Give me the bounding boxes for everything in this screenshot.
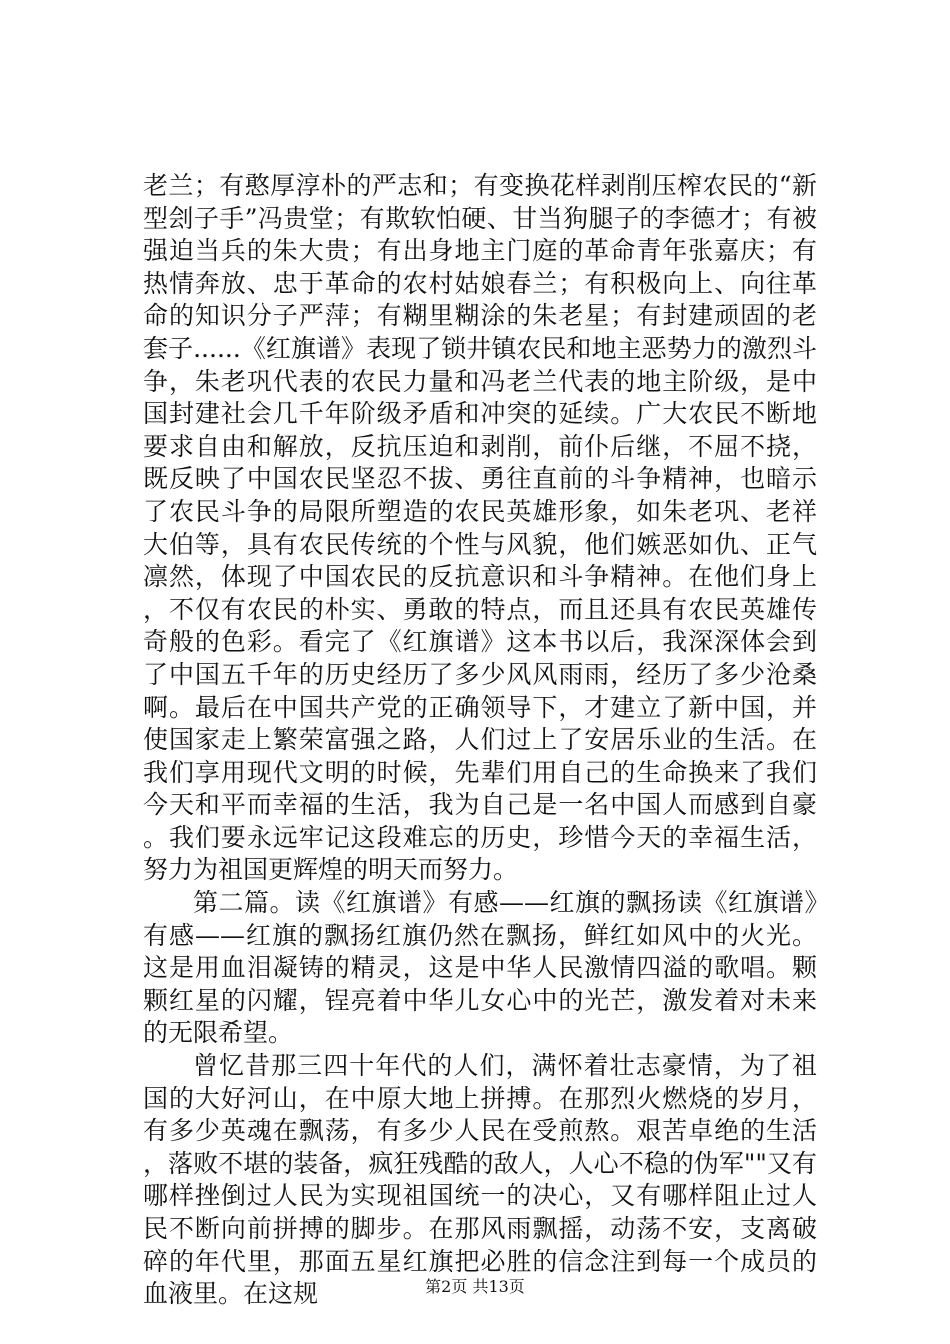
paragraph-continuation: 老兰；有憨厚淳朴的严志和；有变换花样剥削压榨农民的“新型刽子手”冯贵堂；有欺软怕硬、甘当狗腿子的李德才；有被强迫当兵的朱大贵；有出身地主门庭的革命青年张嘉庆；有热情奔放、忠于革命的农村姑娘春兰；有积极向上、向往革命的知识分子严萍；有糊里糊涂的朱老星；有封建顽固的老套子......《红旗谱》表现了锁井镇农民和地主恶势力的激烈斗争，朱老巩代表的农民力量和冯老兰代表的地主阶级，是中国封建社会几千年阶级矛盾和冲突的延续。广大农民不断地要求自由和解放，反抗压迫和剥削，前仆后继，不屈不挠，既反映了中国农民坚忍不拔、勇往直前的斗争精神，也暗示了农民斗争的局限所塑造的农民英雄形象，如朱老巩、老祥大伯等，具有农民传统的个性与风貌，他们嫉恶如仇、正气凛然，体现了中国农民的反抗意识和斗争精神。在他们身上，不仅有农民的朴实、勇敢的特点，而且还具有农民英雄传奇般的色彩。看完了《红旗谱》这本书以后，我深深体会到了中国五千年的历史经历了多少风风雨雨，经历了多少沧桑啊。最后在中国共产党的正确领导下，才建立了新中国，并使国家走上繁荣富强之路，人们过上了安居乐业的生活。在我们享用现代文明的时候，先辈们用自己的生命换来了我们今天和平而幸福的生活，我为自己是一名中国人而感到自豪。我们要永远牢记这段难忘的历史，珍惜今天的幸福生活，努力为祖国更辉煌的明天而努力。 <box>143 171 817 885</box>
paragraph-second-article-intro: 第二篇。读《红旗谱》有感——红旗的飘扬读《红旗谱》有感——红旗的飘扬红旗仍然在飘扬，鲜红如风中的火光。这是用血泪凝铸的精灵，这是中华人民激情四溢的歌唱。颗颗红星的闪耀，锃亮着中华儿女心中的光芒，激发着对未来的无限希望。 <box>143 888 817 1048</box>
paragraph-recollection: 曾忆昔那三四十年代的人们，满怀着壮志豪情，为了祖国的大好河山，在中原大地上拼搏。在那烈火燃烧的岁月，有多少英魂在飘荡，有多少人民在受煎熬。艰苦卓绝的生活，落败不堪的装备，疯狂残酷的敌人，人心不稳的伪军""又有哪样挫倒过人民为实现祖国统一的决心，又有哪样阻止过人民不断向前拼搏的脚步。在那风雨飘摇，动荡不安，支离破碎的年代里，那面五星红旗把必胜的信念注到每一个成员的血液里。在这规 <box>143 1051 817 1309</box>
page-number-footer: 第2页 共13页 <box>425 1277 525 1296</box>
document-body <box>143 170 817 1311</box>
